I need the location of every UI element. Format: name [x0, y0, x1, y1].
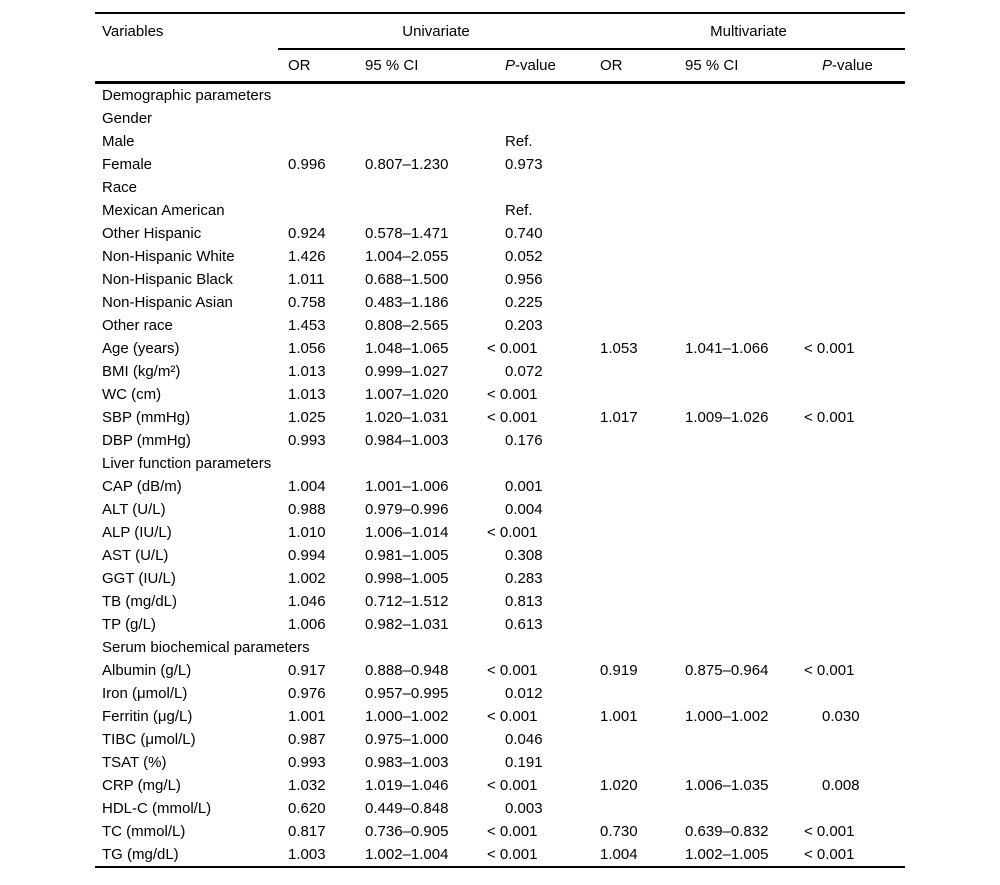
univariate-ci-cell: 1.007–1.020 [365, 385, 449, 403]
univariate-ci-cell: 1.001–1.006 [365, 477, 449, 495]
row-label: Other Hispanic [102, 224, 202, 242]
univariate-or-cell: 1.426 [288, 247, 326, 265]
table-row [95, 337, 905, 360]
p-italic: P [505, 57, 516, 74]
univariate-or-cell: 1.003 [288, 845, 326, 863]
univariate-p-cell: 0.813 [505, 592, 543, 610]
univariate-or-cell: 1.025 [288, 408, 326, 426]
row-label: AST (U/L) [102, 546, 169, 564]
univariate-or-cell: 0.988 [288, 500, 326, 518]
univariate-or-cell: 0.917 [288, 661, 326, 679]
multivariate-or-cell: 0.730 [600, 822, 638, 840]
univariate-ci-cell: 1.002–1.004 [365, 845, 449, 863]
table-row [95, 314, 905, 337]
univariate-ci-cell: 1.004–2.055 [365, 247, 449, 265]
table-row [95, 268, 905, 291]
univariate-ci-cell: 0.982–1.031 [365, 615, 449, 633]
univariate-p-cell: 0.176 [505, 431, 543, 449]
table-row [95, 820, 905, 843]
multivariate-ci-cell: 0.639–0.832 [685, 822, 769, 840]
univariate-or-cell: 1.010 [288, 523, 326, 541]
univariate-p-cell: 0.052 [505, 247, 543, 265]
multivariate-p-cell: < 0.001 [804, 661, 855, 679]
multivariate-or-cell: 0.919 [600, 661, 638, 679]
multivariate-or-cell: 1.053 [600, 339, 638, 357]
multivariate-p-cell: < 0.001 [804, 845, 855, 863]
univariate-ci-cell: 0.975–1.000 [365, 730, 449, 748]
univariate-or-cell: 0.758 [288, 293, 326, 311]
univariate-ci-cell: 0.998–1.005 [365, 569, 449, 587]
regression-results-table [95, 12, 905, 868]
univariate-ci-cell: 0.999–1.027 [365, 362, 449, 380]
table-row [95, 360, 905, 383]
univariate-p-cell: 0.003 [505, 799, 543, 817]
table-bottom-rule [95, 866, 905, 868]
table-row [95, 728, 905, 751]
univariate-p-cell: 0.308 [505, 546, 543, 564]
p-italic: P [822, 57, 833, 74]
multivariate-ci-cell: 1.006–1.035 [685, 776, 769, 794]
univariate-p-cell: 0.956 [505, 270, 543, 288]
table-row [95, 498, 905, 521]
univariate-or-cell: 1.006 [288, 615, 326, 633]
row-label: Non-Hispanic Black [102, 270, 233, 288]
univariate-p-cell: < 0.001 [487, 707, 538, 725]
univariate-or-cell: 1.011 [288, 270, 325, 288]
table-row [95, 383, 905, 406]
univariate-or-cell: 0.976 [288, 684, 326, 702]
row-label: Liver function parameters [102, 454, 272, 472]
row-label: Iron (μmol/L) [102, 684, 188, 702]
section-header-row [95, 84, 905, 107]
row-label: Age (years) [102, 339, 180, 357]
multivariate-p-header [797, 57, 905, 74]
univariate-ci-cell: 0.578–1.471 [365, 224, 449, 242]
multivariate-group-header: Multivariate [710, 22, 787, 40]
row-label: Demographic parameters [102, 86, 272, 104]
row-label: DBP (mmHg) [102, 431, 191, 449]
multivariate-ci-cell: 1.041–1.066 [685, 339, 769, 357]
multivariate-ci-cell: 1.000–1.002 [685, 707, 769, 725]
multivariate-or-cell: 1.004 [600, 845, 638, 863]
univariate-p-cell: < 0.001 [487, 408, 538, 426]
row-label: GGT (IU/L) [102, 569, 176, 587]
multivariate-ci-cell: 1.002–1.005 [685, 845, 769, 863]
univariate-ci-cell: 0.449–0.848 [365, 799, 449, 817]
univariate-p-cell: Ref. [505, 132, 533, 150]
univariate-or-header: OR [288, 57, 311, 74]
univariate-ci-cell: 0.888–0.948 [365, 661, 449, 679]
univariate-ci-cell: 1.000–1.002 [365, 707, 449, 725]
univariate-ci-cell: 0.979–0.996 [365, 500, 449, 518]
univariate-ci-cell: 0.688–1.500 [365, 270, 449, 288]
univariate-p-cell: 0.012 [505, 684, 543, 702]
univariate-or-cell: 1.002 [288, 569, 326, 587]
table-row [95, 429, 905, 452]
variables-column-header: Variables [102, 22, 164, 40]
multivariate-ci-cell: 0.875–0.964 [685, 661, 769, 679]
univariate-p-cell: 0.191 [505, 753, 543, 771]
univariate-ci-cell: 1.006–1.014 [365, 523, 449, 541]
section-header-row [95, 107, 905, 130]
univariate-ci-cell: 1.048–1.065 [365, 339, 449, 357]
table-row [95, 245, 905, 268]
univariate-p-cell: < 0.001 [487, 385, 538, 403]
univariate-or-cell: 0.924 [288, 224, 326, 242]
univariate-or-cell: 0.994 [288, 546, 326, 564]
univariate-ci-cell: 0.808–2.565 [365, 316, 449, 334]
table-row [95, 705, 905, 728]
row-label: TP (g/L) [102, 615, 156, 633]
row-label: Other race [102, 316, 173, 334]
row-label: Non-Hispanic Asian [102, 293, 233, 311]
row-label: TG (mg/dL) [102, 845, 179, 863]
univariate-ci-cell: 0.712–1.512 [365, 592, 449, 610]
univariate-or-cell: 1.013 [288, 385, 326, 403]
table-row [95, 613, 905, 636]
row-label: HDL-C (mmol/L) [102, 799, 212, 817]
univariate-p-cell: Ref. [505, 201, 533, 219]
univariate-p-cell: < 0.001 [487, 523, 538, 541]
univariate-or-cell: 0.620 [288, 799, 326, 817]
table-row [95, 291, 905, 314]
row-label: Serum biochemical parameters [102, 638, 310, 656]
multivariate-p-cell: < 0.001 [804, 822, 855, 840]
univariate-ci-cell: 0.983–1.003 [365, 753, 449, 771]
table-row [95, 751, 905, 774]
multivariate-p-cell: < 0.001 [804, 408, 855, 426]
row-label: SBP (mmHg) [102, 408, 191, 426]
multivariate-p-cell: 0.008 [822, 776, 860, 794]
row-label: BMI (kg/m²) [102, 362, 181, 380]
univariate-p-cell: 0.973 [505, 155, 543, 173]
univariate-ci-cell: 1.019–1.046 [365, 776, 449, 794]
univariate-or-cell: 0.987 [288, 730, 326, 748]
multivariate-or-header: OR [600, 57, 623, 74]
row-label: ALT (U/L) [102, 500, 166, 518]
univariate-ci-cell: 0.957–0.995 [365, 684, 449, 702]
univariate-p-cell: < 0.001 [487, 776, 538, 794]
univariate-ci-cell: 0.981–1.005 [365, 546, 449, 564]
univariate-or-cell: 0.817 [288, 822, 326, 840]
table-row [95, 682, 905, 705]
univariate-or-cell: 0.993 [288, 431, 326, 449]
table-row [95, 544, 905, 567]
row-label: TSAT (%) [102, 753, 167, 771]
table-row [95, 843, 905, 866]
table-row [95, 199, 905, 222]
row-label: TIBC (μmol/L) [102, 730, 196, 748]
table-row [95, 475, 905, 498]
table-row [95, 521, 905, 544]
univariate-p-cell: < 0.001 [487, 339, 538, 357]
univariate-p-cell: 0.004 [505, 500, 543, 518]
table-row [95, 153, 905, 176]
row-label: Female [102, 155, 153, 173]
multivariate-or-cell: 1.017 [600, 408, 638, 426]
multivariate-or-cell: 1.020 [600, 776, 638, 794]
univariate-or-cell: 1.013 [288, 362, 326, 380]
row-label: CAP (dB/m) [102, 477, 182, 495]
univariate-or-cell: 0.996 [288, 155, 326, 173]
table-group-header-row [95, 14, 905, 48]
univariate-p-cell: < 0.001 [487, 822, 538, 840]
table-row [95, 222, 905, 245]
multivariate-or-cell: 1.001 [600, 707, 638, 725]
row-label: Mexican American [102, 201, 225, 219]
row-label: Non-Hispanic White [102, 247, 235, 265]
row-label: Albumin (g/L) [102, 661, 192, 679]
univariate-ci-header: 95 % CI [365, 57, 419, 74]
section-header-row [95, 176, 905, 199]
univariate-or-cell: 1.046 [288, 592, 326, 610]
multivariate-ci-cell: 1.009–1.026 [685, 408, 769, 426]
table-row [95, 406, 905, 429]
univariate-p-cell: 0.613 [505, 615, 543, 633]
section-header-row [95, 452, 905, 475]
row-label: TC (mmol/L) [102, 822, 186, 840]
univariate-ci-cell: 0.807–1.230 [365, 155, 449, 173]
table-row [95, 774, 905, 797]
p-rest: -value [515, 57, 556, 74]
univariate-p-cell: 0.283 [505, 569, 543, 587]
table-row [95, 797, 905, 820]
univariate-ci-cell: 0.736–0.905 [365, 822, 449, 840]
table-row [95, 590, 905, 613]
univariate-p-cell: 0.072 [505, 362, 543, 380]
univariate-p-header [480, 57, 592, 74]
row-label: ALP (IU/L) [102, 523, 172, 541]
multivariate-p-cell: 0.030 [822, 707, 860, 725]
row-label: WC (cm) [102, 385, 162, 403]
univariate-p-cell: < 0.001 [487, 661, 538, 679]
row-label: Ferritin (μg/L) [102, 707, 193, 725]
univariate-or-cell: 1.056 [288, 339, 326, 357]
row-label: Male [102, 132, 135, 150]
table-body [95, 84, 905, 866]
univariate-or-cell: 1.004 [288, 477, 326, 495]
univariate-p-cell: 0.001 [505, 477, 543, 495]
table-row [95, 130, 905, 153]
univariate-group-header: Univariate [402, 22, 470, 40]
univariate-p-cell: 0.046 [505, 730, 543, 748]
row-label: CRP (mg/L) [102, 776, 181, 794]
univariate-or-cell: 1.453 [288, 316, 326, 334]
univariate-ci-cell: 0.483–1.186 [365, 293, 449, 311]
univariate-p-cell: < 0.001 [487, 845, 538, 863]
table-row [95, 659, 905, 682]
univariate-p-cell: 0.740 [505, 224, 543, 242]
univariate-p-cell: 0.203 [505, 316, 543, 334]
row-label: Race [102, 178, 138, 196]
row-label: TB (mg/dL) [102, 592, 178, 610]
multivariate-ci-header: 95 % CI [685, 57, 739, 74]
table-row [95, 567, 905, 590]
table-subheader-row [95, 50, 905, 81]
univariate-ci-cell: 0.984–1.003 [365, 431, 449, 449]
row-label: Gender [102, 109, 153, 127]
multivariate-p-cell: < 0.001 [804, 339, 855, 357]
univariate-or-cell: 1.032 [288, 776, 326, 794]
univariate-p-cell: 0.225 [505, 293, 543, 311]
univariate-or-cell: 1.001 [288, 707, 326, 725]
p-rest: -value [832, 57, 873, 74]
section-header-row [95, 636, 905, 659]
univariate-ci-cell: 1.020–1.031 [365, 408, 449, 426]
univariate-or-cell: 0.993 [288, 753, 326, 771]
